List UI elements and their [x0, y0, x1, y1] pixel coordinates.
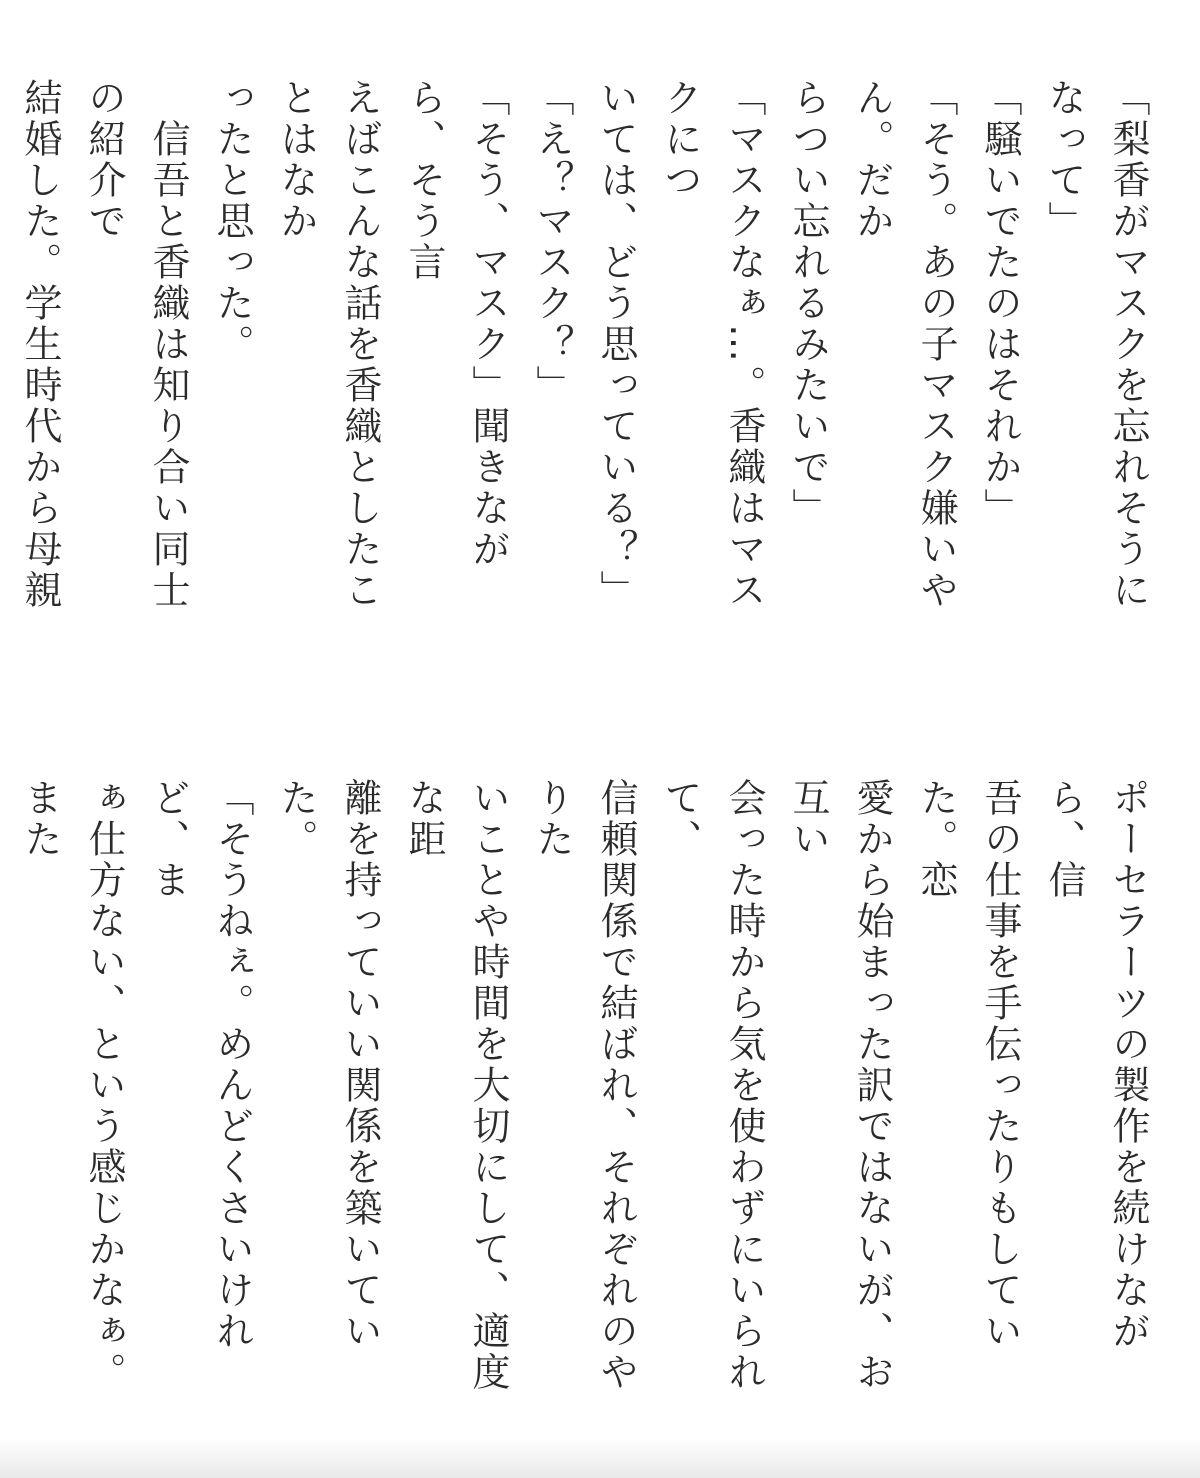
text-column: 「そうねぇ。めんどくさいけれど、ま: [146, 778, 254, 1352]
text-column: 信吾と香織は知り合い同士の紹介で: [82, 78, 190, 611]
text-column: 吾の仕事を手伝ったりもしていた。恋: [914, 778, 1022, 1352]
text-column: えばこんな話を香織としたことはなか: [274, 78, 382, 611]
top-text-block: [0, 78, 1200, 638]
text-column: 結婚した。学生時代から母親: [18, 78, 62, 611]
text-column: いことや時間を大切にして、適度な距: [402, 778, 510, 1393]
text-column: 会った時から気を使わずにいられて、: [658, 778, 766, 1393]
text-column: 愛から始まった訳ではないが、お互い: [786, 778, 894, 1393]
text-column: 「マスクなぁ…。香織はマスクにつ: [658, 78, 766, 611]
bottom-fade: [0, 1438, 1200, 1478]
text-column: いては、どう思っている？」: [594, 78, 638, 611]
text-column: 「騒いでたのはそれか」: [978, 78, 1022, 529]
text-column: 「梨香がマスクを忘れそうになって」: [1042, 78, 1150, 611]
text-column: ぁ仕方ない、という感じかなぁ。また: [18, 778, 126, 1393]
text-column: 離を持っていい関係を築いていた。: [274, 778, 382, 1352]
text-column: 信頼関係で結ばれ、それぞれのやりた: [530, 778, 638, 1393]
bottom-text-block: [0, 778, 1200, 1418]
text-column: ポーセラーツの製作を続けながら、信: [1042, 778, 1150, 1352]
text-column: ったと思った。: [210, 78, 254, 365]
text-column: らつい忘れるみたいで」: [786, 78, 830, 529]
text-column: 「そう。あの子マスク嫌いやん。だか: [850, 78, 958, 611]
text-column: [0, 778, 8, 1418]
text-column: 「そう、マスク」聞きながら、そう言: [402, 78, 510, 570]
text-column: 「え？マスク？」: [530, 78, 574, 406]
